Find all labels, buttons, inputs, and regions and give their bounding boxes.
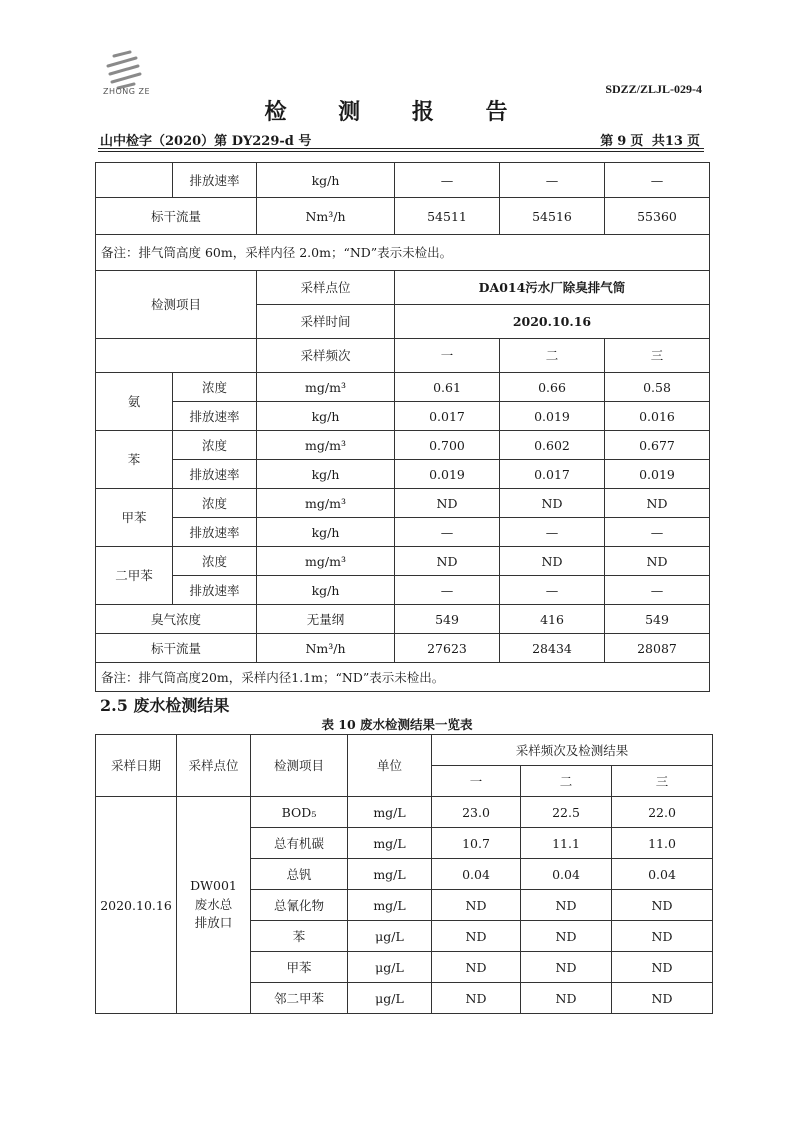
page-title: 检 测 报 告 [264, 99, 530, 125]
table-cell: ND [612, 952, 713, 983]
table-cell: ND [521, 952, 612, 983]
table-cell: 11.0 [612, 828, 713, 859]
table-cell: 54516 [500, 198, 605, 235]
sample-point-line: DW001 [190, 877, 237, 893]
table-cell: 23.0 [432, 797, 521, 828]
table-cell: 22.0 [612, 797, 713, 828]
table-cell: 浓度 [173, 373, 257, 402]
exhaust-results-table [95, 162, 710, 692]
table-cell: 0.019 [500, 402, 605, 431]
sample-date: 2020.10.16 [96, 797, 177, 1014]
table-cell: ND [521, 890, 612, 921]
table-cell: 苯 [251, 921, 348, 952]
table-cell: 苯 [96, 431, 173, 489]
table-cell: 标干流量 [96, 198, 257, 235]
table-cell: 0.019 [395, 460, 500, 489]
table-cell: — [500, 518, 605, 547]
table-cell: ND [500, 489, 605, 518]
table-cell: 采样频次 [257, 339, 395, 373]
table-row [96, 547, 710, 576]
header-results: 采样频次及检测结果 [432, 735, 713, 766]
table-cell: 0.700 [395, 431, 500, 460]
table-cell: — [395, 163, 500, 198]
table-cell: ND [612, 921, 713, 952]
table-cell: 549 [605, 605, 710, 634]
table-cell: 二甲苯 [96, 547, 173, 605]
table-cell: 甲苯 [251, 952, 348, 983]
table-cell: 0.04 [521, 859, 612, 890]
table-cell: 甲苯 [96, 489, 173, 547]
table-cell: 22.5 [521, 797, 612, 828]
table-cell: 总有机碳 [251, 828, 348, 859]
table-cell: 55360 [605, 198, 710, 235]
table-note: 备注：排气筒高度 60m，采样内径 2.0m；“ND”表示未检出。 [96, 235, 710, 271]
table-caption: 表 10 废水检测结果一览表 [321, 717, 473, 732]
table-row [96, 431, 710, 460]
table-cell: ND [521, 983, 612, 1014]
table-cell: mg/L [348, 859, 432, 890]
table-row [96, 518, 710, 547]
table-cell: 10.7 [432, 828, 521, 859]
table-cell: ND [395, 547, 500, 576]
header-item: 检测项目 [251, 735, 348, 797]
table-row [96, 402, 710, 431]
header-freq: 二 [521, 766, 612, 797]
page-number-value: 9 [617, 134, 627, 149]
table-cell: 28434 [500, 634, 605, 663]
table-cell: 0.602 [500, 431, 605, 460]
table-row [96, 339, 710, 373]
table-cell: kg/h [257, 460, 395, 489]
table-cell: ND [612, 890, 713, 921]
table-cell: μg/L [348, 952, 432, 983]
table-note: 备注：排气筒高度20m，采样内径1.1m；“ND”表示未检出。 [96, 663, 710, 692]
table-cell: 排放速率 [173, 460, 257, 489]
table-cell: — [395, 576, 500, 605]
table-cell: 0.04 [612, 859, 713, 890]
header-freq: 三 [612, 766, 713, 797]
table-row [96, 634, 710, 663]
table-row [96, 663, 710, 692]
table-cell: 无量纲 [257, 605, 395, 634]
table-cell: 三 [605, 339, 710, 373]
table-cell: ND [605, 489, 710, 518]
table-cell: 0.019 [605, 460, 710, 489]
table-cell: kg/h [257, 402, 395, 431]
table-cell: kg/h [257, 576, 395, 605]
table-cell: 浓度 [173, 547, 257, 576]
table-cell: μg/L [348, 921, 432, 952]
sample-point-line: 废水总 [194, 896, 233, 912]
header-rule-thin [98, 151, 704, 152]
table-cell: 54511 [395, 198, 500, 235]
table-cell: Nm³/h [257, 634, 395, 663]
table-cell: 排放速率 [173, 576, 257, 605]
table-row [96, 576, 710, 605]
header-date: 采样日期 [96, 735, 177, 797]
table-cell: ND [612, 983, 713, 1014]
table-cell: 28087 [605, 634, 710, 663]
table-cell: ND [521, 921, 612, 952]
table-row [96, 271, 710, 305]
table-cell: 采样时间 [257, 305, 395, 339]
table-cell: ND [432, 983, 521, 1014]
table-cell: — [605, 576, 710, 605]
table-cell: 0.58 [605, 373, 710, 402]
table-cell: 0.016 [605, 402, 710, 431]
table-cell: 2020.10.16 [395, 305, 710, 339]
table-cell: — [500, 576, 605, 605]
table-cell [96, 339, 257, 373]
table-cell: 27623 [395, 634, 500, 663]
table-header-row [96, 735, 713, 766]
table-cell: — [395, 518, 500, 547]
table-cell: mg/L [348, 797, 432, 828]
table-row [96, 605, 710, 634]
table-cell: mg/L [348, 828, 432, 859]
table-cell: μg/L [348, 983, 432, 1014]
table-cell: 浓度 [173, 489, 257, 518]
table-cell: 排放速率 [173, 518, 257, 547]
table-cell: Nm³/h [257, 198, 395, 235]
table-cell: ND [605, 547, 710, 576]
table-row [96, 163, 710, 198]
section-title: 2.5 废水检测结果 [100, 696, 230, 715]
table-cell: mg/m³ [257, 547, 395, 576]
table-cell: ND [395, 489, 500, 518]
table-cell: 549 [395, 605, 500, 634]
table-row [96, 235, 710, 271]
table-cell: — [500, 163, 605, 198]
table-cell: 浓度 [173, 431, 257, 460]
table-cell: kg/h [257, 163, 395, 198]
total-unit: 页 [686, 134, 700, 149]
table-row [96, 489, 710, 518]
table-cell: 氨 [96, 373, 173, 431]
table-cell: 邻二甲苯 [251, 983, 348, 1014]
table-cell: ND [500, 547, 605, 576]
table-cell: 0.61 [395, 373, 500, 402]
page-unit: 页 [630, 134, 644, 149]
sample-point [177, 797, 251, 1014]
table-cell: 检测项目 [96, 271, 257, 339]
table-cell: 一 [395, 339, 500, 373]
table-cell: 标干流量 [96, 634, 257, 663]
header-point: 采样点位 [177, 735, 251, 797]
table-cell: 0.677 [605, 431, 710, 460]
table-cell: 0.017 [395, 402, 500, 431]
document-code: SDZZ/ZLJL-029-4 [605, 82, 702, 96]
table-cell: 臭气浓度 [96, 605, 257, 634]
table-cell: 总钒 [251, 859, 348, 890]
table-cell: 11.1 [521, 828, 612, 859]
table-cell: 排放速率 [173, 402, 257, 431]
table-row [96, 797, 713, 828]
table-cell: 0.66 [500, 373, 605, 402]
table-row [96, 373, 710, 402]
table-cell: ND [432, 890, 521, 921]
table-cell [96, 163, 173, 198]
table-cell: mg/L [348, 890, 432, 921]
table-cell: 采样点位 [257, 271, 395, 305]
table-cell: 总氰化物 [251, 890, 348, 921]
table-cell: BOD₅ [251, 797, 348, 828]
table-cell: 0.017 [500, 460, 605, 489]
page-label: 第 [600, 134, 614, 149]
header-freq: 一 [432, 766, 521, 797]
report-reference: 山中检字（2020）第 DY229-d 号 [100, 134, 312, 149]
table-cell: mg/m³ [257, 373, 395, 402]
table-cell: — [605, 163, 710, 198]
table-cell: 二 [500, 339, 605, 373]
table-cell: kg/h [257, 518, 395, 547]
table-cell: mg/m³ [257, 431, 395, 460]
page-number [598, 130, 702, 149]
table-cell: mg/m³ [257, 489, 395, 518]
sample-point-line: 排放口 [194, 915, 233, 931]
table-cell: 0.04 [432, 859, 521, 890]
table-cell: 416 [500, 605, 605, 634]
table-cell: DA014污水厂除臭排气筒 [395, 271, 710, 305]
table-cell: — [605, 518, 710, 547]
logo-text: ZHONG ZE [103, 87, 151, 96]
header-rule [98, 148, 704, 149]
wastewater-results-table [95, 734, 713, 1014]
total-label: 共13 [651, 134, 683, 149]
table-cell: ND [432, 921, 521, 952]
table-row [96, 198, 710, 235]
table-cell: 排放速率 [173, 163, 257, 198]
header-unit: 单位 [348, 735, 432, 797]
table-cell: ND [432, 952, 521, 983]
table-row [96, 460, 710, 489]
